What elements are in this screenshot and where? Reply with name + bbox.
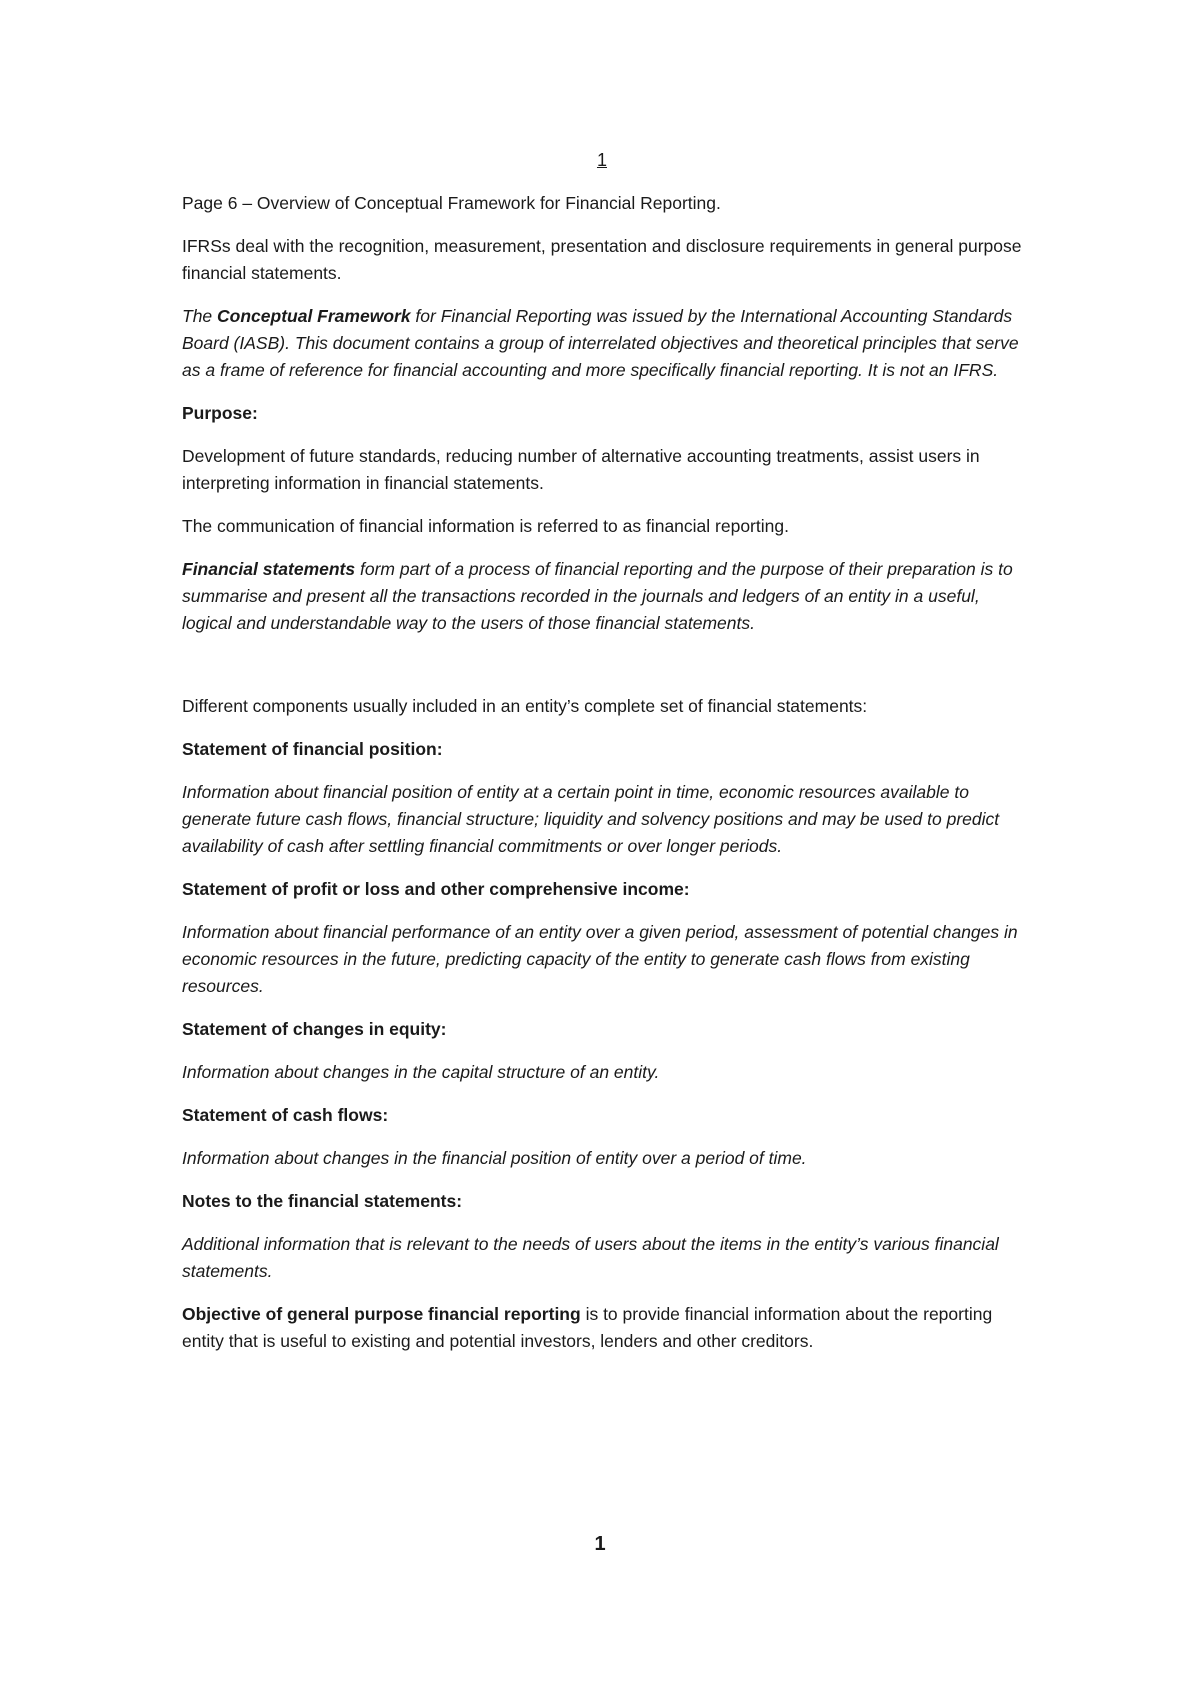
sofp-text: Information about financial position of entity at a certain point in time, economic resources available to generate future cash flows, financial structure; liquidity and solvency positions and may be used to predict availability of cash after settling financial commitments or over longer periods. <box>182 782 1000 856</box>
communication-paragraph: The communication of financial information is referred to as financial reporting. <box>182 516 789 536</box>
ifrs-intro-paragraph: IFRSs deal with the recognition, measurement, presentation and disclosure requirements in general purpose financial statements. <box>182 236 1022 283</box>
socf-text: Information about changes in the financial position of entity over a period of time. <box>182 1148 807 1168</box>
header-page-number: 1 <box>596 150 607 170</box>
cf-bold-term: Conceptual Framework <box>217 306 411 326</box>
sofp-heading: Statement of financial position: <box>182 739 443 759</box>
fs-rest: form part of a process of financial reporting and the purpose of their preparation is to summarise and present all the transactions recorded in the journals and ledgers of an entity in a useful, logical and understandable way to the users of those financial statements. <box>182 559 1013 633</box>
soce-heading: Statement of changes in equity: <box>182 1019 447 1039</box>
soci-heading: Statement of profit or loss and other comprehensive income: <box>182 879 690 899</box>
footer-page-number: 1 <box>594 1533 606 1555</box>
spacer <box>182 653 1022 693</box>
financial-statements-paragraph <box>182 556 1022 637</box>
body-text <box>182 190 1022 1371</box>
fs-bold-term: Financial statements <box>182 559 356 579</box>
purpose-text: Development of future standards, reducing number of alternative accounting treatments, assist users in interpreting information in financial statements. <box>182 446 980 493</box>
notes-text: Additional information that is relevant to the needs of users about the items in the entity’s various financial statements. <box>182 1234 999 1281</box>
cf-lead: The <box>182 306 218 326</box>
objective-paragraph <box>182 1301 1022 1355</box>
conceptual-framework-paragraph <box>182 303 1022 384</box>
purpose-heading: Purpose: <box>182 403 258 423</box>
components-intro: Different components usually included in an entity’s complete set of financial statements: <box>182 696 868 716</box>
cf-rest: for Financial Reporting was issued by the International Accounting Standards Board (IASB). This document contains a group of interrelated objectives and theoretical principles that serve as a frame of reference for financial accounting and more specifically financial reporting. It is not an IFRS. <box>182 306 1019 380</box>
objective-bold-term: Objective of general purpose financial reporting <box>182 1304 581 1324</box>
objective-rest: is to provide financial information about the reporting entity that is useful to existing and potential investors, lenders and other creditors. <box>182 1304 993 1351</box>
soce-text: Information about changes in the capital structure of an entity. <box>182 1062 660 1082</box>
notes-heading: Notes to the financial statements: <box>182 1191 463 1211</box>
overview-title: Page 6 – Overview of Conceptual Framework for Financial Reporting. <box>182 193 721 213</box>
socf-heading: Statement of cash flows: <box>182 1105 389 1125</box>
soci-text: Information about financial performance of an entity over a given period, assessment of potential changes in economic resources in the future, predicting capacity of the entity to generate cash flows from existing resources. <box>182 922 1018 996</box>
